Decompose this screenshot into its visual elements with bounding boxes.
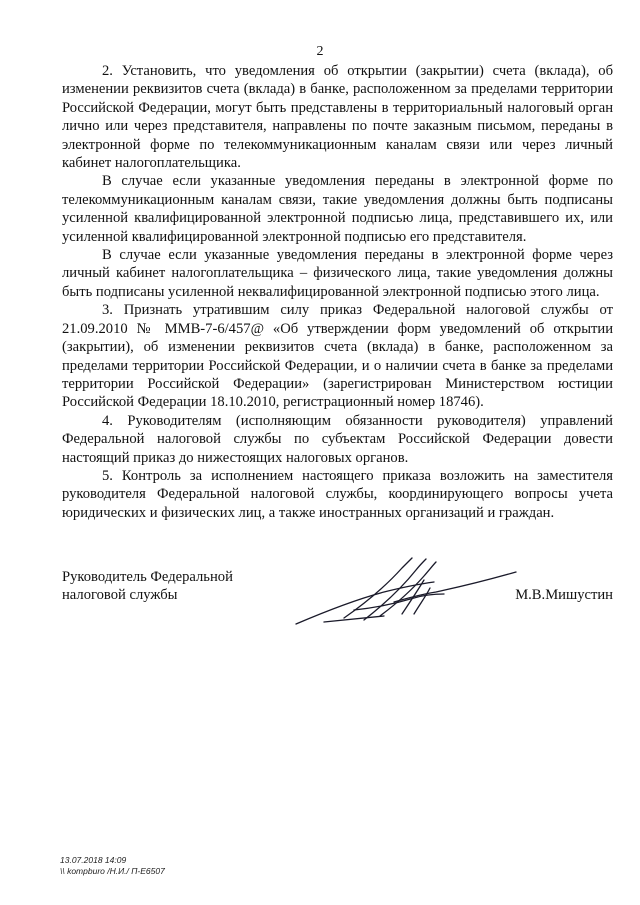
paragraph-telecom-signature: В случае если указанные уведомления переданы в электронной форме по телекоммуникационным каналам связи, такие уведомления должны быть подписаны усиленной квалифицированной электронной подписью лица, представившего их, или усиленной квалифицированной электронной подписью его представителя. bbox=[62, 173, 613, 245]
paragraph-personal-cabinet-signature: В случае если указанные уведомления переданы в электронной форме через личный кабинет налогоплательщика – физического лица, такие уведомления должны быть подписаны усиленной неквалифицированной электронной подписью этого лица. bbox=[62, 247, 613, 300]
handwritten-signature bbox=[284, 554, 524, 634]
paragraph-clause-3: 3. Признать утратившим силу приказ Федеральной налоговой службы от 21.09.2010 № ММВ-7-6/457@ «Об утверждении форм уведомлений об открытии (закрытии), об изменении реквизитов счета (вклада) в банке, расположенном за пределами территории Российской Федерации, и о наличии счета в банке за пределами территории Российской Федерации» (зарегистрирован Министерством юстиции Российской Федерации 18.10.2010, регистрационный номер 18746). bbox=[62, 302, 613, 411]
paragraph-clause-4: 4. Руководителям (исполняющим обязанности руководителя) управлений Федеральной налоговой службы по субъектам Российской Федерации довести настоящий приказ до нижестоящих налоговых органов. bbox=[62, 412, 613, 466]
footer-timestamp: 13.07.2018 14:09 bbox=[60, 855, 127, 865]
signature-block bbox=[62, 568, 613, 628]
document-footer bbox=[60, 855, 165, 876]
paragraph-clause-2: 2. Установить, что уведомления об открытии (закрытии) счета (вклада), об изменении реквизитов счета (вклада) в банке, расположенном за пределами территории Российской Федерации, могут быть представлены в территориальный налоговый орган лично или через представителя, направлены по почте заказным письмом, переданы в электронной форме по телекоммуникационным каналам связи или через личный кабинет налогоплательщика. bbox=[62, 63, 613, 172]
page-number: 2 bbox=[316, 44, 324, 59]
signer-title bbox=[62, 568, 282, 605]
signer-title-line-1: Руководитель Федеральной bbox=[62, 569, 233, 585]
paragraph-clause-5: 5. Контроль за исполнением настоящего приказа возложить на заместителя руководителя Федеральной налоговой службы, координирующего вопросы учета юридических и физических лиц, а также иностранных организаций и граждан. bbox=[62, 467, 613, 521]
signer-title-line-2: налоговой службы bbox=[62, 587, 178, 604]
footer-file-reference: \\ kompburo /Н.И./ П-Е6507 bbox=[60, 865, 165, 876]
document-body bbox=[62, 62, 613, 522]
signer-name: М.В.Мишустин bbox=[515, 587, 613, 603]
